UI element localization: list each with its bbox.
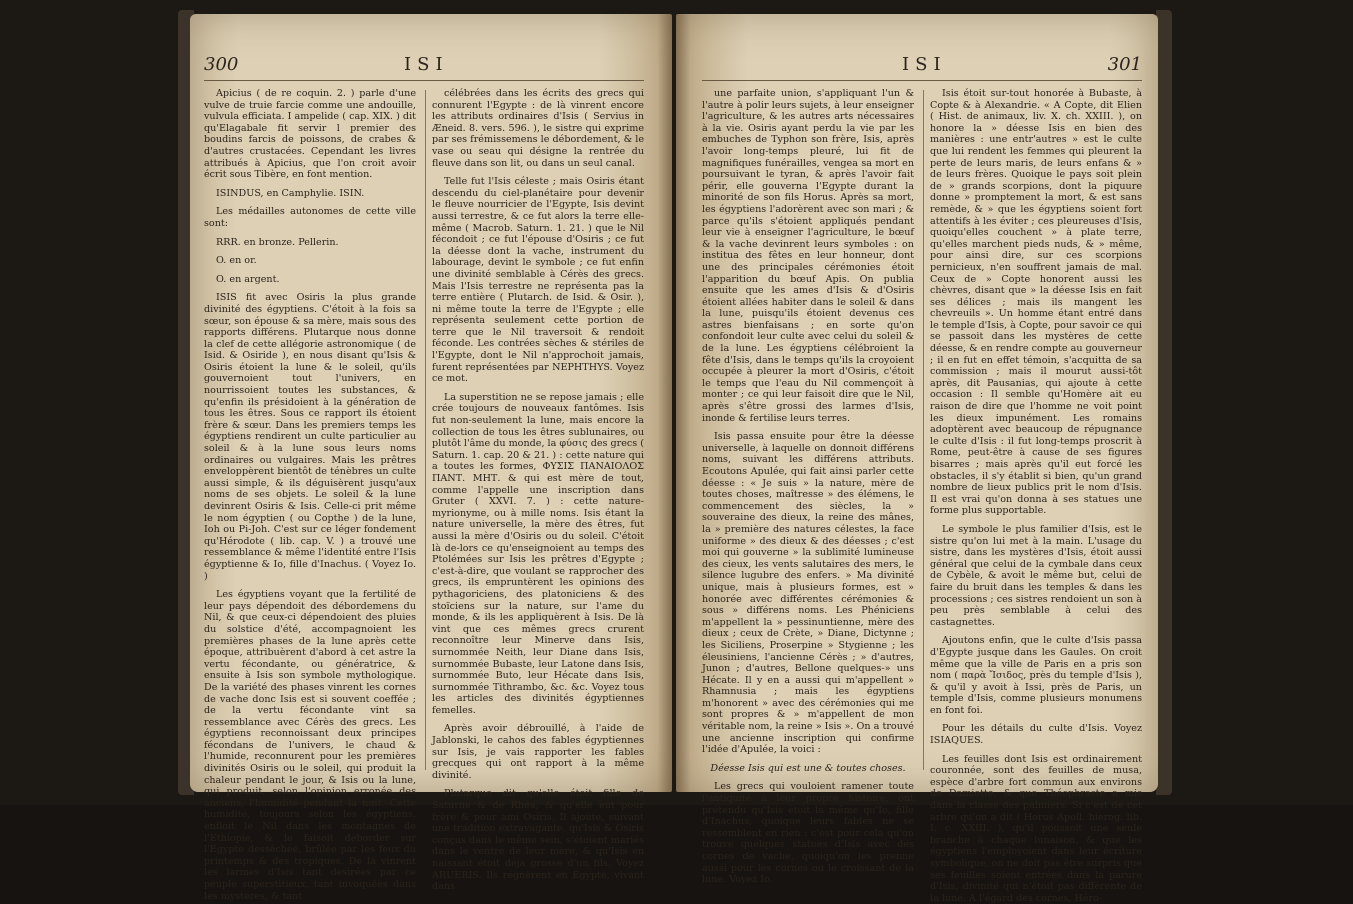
paragraph: Ajoutons enfin, que le culte d'Isis passa d'Egypte jusque dans les Gaules. On croit même que la ville de Paris en a pris son nom ( παρὰ Ἴσιδος, près du temple d'Isis ), & qu'il y avoit à Issi, près de Paris, un temple d'Isis, comme plusieurs monumens en font foi. <box>930 635 1142 716</box>
text-column-2 <box>930 88 1142 904</box>
right-page <box>676 14 1158 904</box>
paragraph: Le symbole le plus familier d'Isis, est le sistre qu'on lui met à la main. L'usage du sistre, dans les mystères d'Isis, étoit aussi général que celui de la cymbale dans ceux de Cybèle, & avoit le même but, celui de faire du bruit dans les temples & dans les processions ; ces sistres rendoient un son à peu près semblable à celui des castagnettes. <box>930 523 1142 628</box>
right-page-header <box>702 54 1142 76</box>
book-edge-right <box>1156 10 1172 795</box>
paragraph: Apicius ( de re coquin. 2. ) parle d'une vulve de truie farcie comme une andouille, vulvula efficiata. I ampelide ( cap. XIX. ) dit qu'Elagabale fit servir l premier des boudins farcis de poissons, de crabes & d'autres crustacées. Cependant les livres attribués à Apicius, que l'on croit avoir écrit sous Tibère, en font mention. <box>204 88 416 181</box>
paragraph: ISIS fit avec Osiris la plus grande divinité des égyptiens. C'étoit à la fois sa sœur, son épouse & sa mère, mais sous des rapports différens. Plutarque nous donne la clef de cette allégorie astronomique ( de Isid. & Osiride ), en nous disant qu'Isis & Osiris étoient la lune & le soleil, qu'ils gouvernoient tout l'univers, en nourrissoient toutes les substances, & qu'enfin ils présidoient à la génération de tous les êtres. Sous ce rapport ils étoient frère & sœur. Dans les premiers temps les égyptiens rendirent un culte particulier au soleil & à la lune sous leurs noms ordinaires ou vulgaires. Mais les prêtres enveloppèrent bientôt de ténèbres un culte aussi simple, & ils déguisèrent jusqu'aux noms de ses objets. Le soleil & la lune devinrent Osiris & Isis. Celle-ci prit même le nom égyptien ( ou Copthe ) de la lune, Ioh ou Pi-Joh. C'est sur ce léger fondement qu'Hérodote ( lib. cap. V. ) a trouvé une ressemblance & même l'identité entre l'Isis égyptienne & Io, fille d'Inachus. ( Voyez Io. ) <box>204 292 416 582</box>
paragraph: Plutarque dit qu'elle étoit fille de Saturne & de Rhéa, & qu'elle eut pour frère & pour ami Osiris. Il ajoute, suivant une tradition extravagante, qu'Isis & Osiris conçus dans le même sein, s'étoient mariés dans le ventre de leur mère, & qu'Isis en naissant étoit déja grosse d'un fils. Voyez ARUERIS. Ils régnèrent en Egypte, vivant dans <box>432 788 644 893</box>
running-head: ISI <box>902 54 947 75</box>
left-page-header <box>204 54 644 76</box>
paragraph: Pour les détails du culte d'Isis. Voyez ISIAQUES. <box>930 723 1142 747</box>
paragraph: Les médailles autonomes de cette ville sont: <box>204 206 416 229</box>
running-head: ISI <box>404 54 449 75</box>
column-divider <box>425 90 426 770</box>
header-rule <box>702 80 1142 81</box>
paragraph: célébrées dans les écrits des grecs qui connurent l'Egypte : de là vinrent encore les attributs ordinaires d'Isis ( Servius in Æneid. 8. vers. 596. ), le sistre qui exprime par ses frémissemens le débordement, & le vase ou seau qui désigne la rentrée du fleuve dans son lit, ou dans un seul canal. <box>432 88 644 169</box>
paragraph: Isis étoit sur-tout honorée à Bubaste, à Copte & à Alexandrie. « A Copte, dit Elien ( Hist. de animaux, liv. X. ch. XXIII. ), on honore la » déesse Isis en bien des manières : une entr'autres » est le culte que lui rendent les femmes qui pleurent la perte de leurs maris, de leurs enfans & » de leurs frères. Quoique le pays soit plein de » grands scorpions, dont la piquure donne » promptement la mort, & est sans remède, & » que les égyptiens soient fort attentifs à les éviter ; ces pleureuses d'Isis, quoiqu'elles couchent » à plate terre, qu'elles marchent pieds nuds, & » même, pour ainsi dire, sur ces scorpions pernicieux, n'en souffrent jamais de mal. Ceux de » Copte honorent aussi les chèvres, disant que » la déesse Isis en fait ses délices ; mais ils mangent les chevreuils ». Un homme étant entré dans le temple d'Isis, à Copte, pour savoir ce qui se passoit dans les mystères de cette déesse, & en rendre compte au gouverneur ; il en fut en effet témoin, s'acquitta de sa commission ; mais il mourut aussi-tôt après, dit Pausanias, qui ajoute à cette occasion : Il semble qu'Homère ait eu raison de dire que l'homme ne voit point les dieux impunément. Les romains adoptèrent avec beaucoup de répugnance le culte d'Isis : il fut long-temps proscrit à Rome, peut-être à cause de ses figures bisarres ; mais après qu'il eut forcé les obstacles, il s'y établit si bien, qu'un grand nombre de lieux publics prit le nom d'Isis. Il est vrai qu'on donna à ses statues une forme plus supportable. <box>930 88 1142 517</box>
paragraph: RRR. en bronze. Pellerin. <box>216 236 339 248</box>
paragraph: O. en argent. <box>216 273 280 285</box>
paragraph: Les feuilles dont Isis est ordinairement couronnée, sont des feuilles de musa, espèce d'arbre fort commun aux environs de Damiette, & que Théophraste a mis dans la classe des palmiers. Si c'est de cet arbre qu'on a dit ( Horus Apoll. hierog. lib. I. c. XXIII. ), qu'il poussoit une seule branche à chaque lunaison, & que les égyptiens l'employoient dans leur écriture symbolique, on ne doit pas être surpris que ses feuilles soient entrées dans la parure d'Isis, divinité qui n'étoit pas différente de la lune. A l'égard des cornes, Héro- <box>930 753 1142 904</box>
paragraph: ISINDUS, en Camphylie. ISIN. <box>216 187 365 199</box>
paragraph: Isis passa ensuite pour être la déesse universelle, à laquelle on donnoit différens noms, suivant les différens attributs. Ecoutons Apulée, qui fait ainsi parler cette déesse : « Je suis » la nature, mère de toutes choses, maîtresse » des élémens, le commencement des siècles, la » souveraine des dieux, la reine des mânes, la » première des natures célestes, la face uniforme » des dieux & des déesses ; c'est moi qui gouverne » la sublimité lumineuse des cieux, les vents salutaires des mers, le silence lugubre des enfers. » Ma divinité unique, mais à plusieurs formes, est » honorée avec différentes cérémonies & sous » différens noms. Les Phéniciens m'appellent la » pessinuntienne, mère des dieux ; ceux de Crète, » Diane, Dictynne ; les Siciliens, Proserpine » Stygienne ; les éleusiniens, l'ancienne Cérès ; » d'autres, Junon ; d'autres, Bellone quelques-» uns Hécate. Il y en a aussi qui m'appellent » Rhamnusia ; mais les égyptiens m'honorent » avec des cérémonies qui me sont propres & » m'appellent de mon véritable nom, la reine » Isis ». On a trouvé une ancienne inscription qui confirme l'idée d'Apulée, la voici : <box>702 431 914 756</box>
paragraph: Les grecs qui vouloient ramener toute l'antiquité à leur propre histoire, ont prétendu qu'Isis étoit la même qu'Io, fille d'Inachus, quoique leurs fables ne se ressemblent en rien : c'est pour cela qu'on trouve quelques statues d'Isis avec des cornes de vache, quoiqu'on les prenne aussi pour les cornes ou le croissant de la lune. Voyez Io. <box>702 781 914 886</box>
paragraph: Après avoir débrouillé, à l'aide de Jablonski, le cahos des fables égyptiennes sur Isis, je vais rapporter les fables grecques qui ont rapport à la même divinité. <box>432 723 644 781</box>
paragraph: Les égyptiens voyant que la fertilité de leur pays dépendoit des débordemens du Nil, & que ceux-ci dépendoient des pluies du solstice d'été, accompagnoient les premières phases de la lune après cette époque, attribuèrent d'abord à cet astre la vertu fécondante, ou génératrice, & ensuite à Isis son symbole mythologique. De la variété des phases vinrent les cornes de vache donc Isis est si souvent coeffée ; de la vertu fécondante vint sa ressemblance avec Cérès des grecs. Les égyptiens reconnoissant deux principes fécondans de l'univers, le chaud & l'humide, reconnurent pour les premières divinités Osiris ou le soleil, qui produit la chaleur pendant le jour, & Isis ou la lune, qui produit, selon l'opinion erronée des anciens, l'humidité pendant la nuit. Cette humidité, toujours selon les égyptiens, enfloit le Nil dans les montagnes de l'Ethiopie, & le faisoit déborder sur l'Egypte desséchée, brûlée par les feux du printemps & des tropiques. De là vinrent les larmes d'Isis tant desirées par ce peuple superstitieux, tant invoquées dans les mystères, & tant <box>204 589 416 902</box>
header-rule <box>204 80 644 81</box>
page-number: 301 <box>1107 54 1142 75</box>
paragraph: une parfaite union, s'appliquant l'un & l'autre à polir leurs sujets, à leur enseigner l'agriculture, & les autres arts nécessaires à la vie. Osiris ayant perdu la vie par les embuches de Typhon son frère, Isis, après l'avoir long-temps pleuré, lui fit de magnifiques funérailles, vengea sa mort en poursuivant le tyran, & après l'avoir fait périr, elle gouverna l'Egypte durant la minorité de son fils Horus. Après sa mort, les égyptiens l'adorèrent avec son mari ; & parce qu'ils s'étoient appliqués pendant leur vie à enseigner l'agriculture, le bœuf & la vache devinrent leurs symboles : on institua des fêtes en leur honneur, dont une des principales cérémonies étoit l'apparition du bœuf Apis. On publia ensuite que les ames d'Isis & d'Osiris étoient allées habiter dans le soleil & dans la lune, puisqu'ils étoient devenus ces astres bienfaisans ; en sorte qu'on confondoit leur culte avec celui du soleil & de la lune. Les égyptiens célébroient la fête d'Isis, dans le temps qu'ils la croyoient occupée à pleurer la mort d'Osiris, c'étoit le temps que l'eau du Nil commençoit à monter ; ce qui leur faisoit dire que le Nil, après s'être grossi des larmes d'Isis, inonde & fertilise leurs terres. <box>702 88 914 424</box>
text-column-2 <box>432 88 644 893</box>
column-divider <box>923 90 924 770</box>
inscription: Déesse Isis qui est une & toutes choses. <box>710 762 906 774</box>
paragraph: O. en or. <box>216 255 257 267</box>
paragraph: La superstition ne se repose jamais ; elle crée toujours de nouveaux fantômes. Isis fut non-seulement la lune, mais encore la collection de tous les êtres sublunaires, ou plutôt l'âme du monde, la φύσις des grecs ( Saturn. 1. cap. 20 & 21. ) : cette nature qui a toutes les formes, ΦΥΣΙΣ ΠΑΝΑΙΟΛΟΣ ΠΑΝΤ. ΜΗΤ. & qui est mère de tout, comme l'appelle une inscription dans Gruter ( XXVI. 7. ) : cette nature-myrionyme, ou à mille noms. Isis étant la nature universelle, la mère des êtres, fut aussi la mère d'Osiris ou du soleil. C'étoit là de-lors ce qu'enseignoient au temps des Ptolémées sur Isis les prêtres d'Egypte ; c'est-à-dire, que voulant se rapprocher des grecs, ils empruntèrent les opinions des pythagoriciens, des platoniciens & des stoïciens sur la nature, sur l'ame du monde, & ils les appliquèrent à Isis. De là vint que ces mêmes grecs crurent reconnoître leur Minerve dans Isis, surnommée Neith, leur Diane dans Isis, surnommée Bubaste, leur Latone dans Isis, surnommée Buto, leur Hécate dans Isis, surnommée Tithrambo, &c. &c. Voyez tous les articles des divinités égyptiennes femelles. <box>432 391 644 716</box>
paragraph: Telle fut l'Isis céleste ; mais Osiris étant descendu du ciel-planétaire pour devenir le fleuve nourricier de l'Egypte, Isis devint aussi terrestre, & ce fut alors la terre elle-même ( Macrob. Saturn. 1. 21. ) que le Nil fécondoit ; ce fut l'épouse d'Osiris ; ce fut la déesse dont la vache, instrument du labourage, devint le symbole ; ce fut enfin une divinité semblable à Cérès des grecs. Mais l'Isis terrestre ne représenta pas la terre entière ( Plutarch. de Isid. & Osir. ), ni même toute la terre de l'Egypte ; elle représenta seulement cette portion de terre que le Nil traversoit & rendoit féconde. Les contrées sèches & stériles de l'Egypte, dont le Nil n'approchoit jamais, furent représentées par NEPHTHYS. Voyez ce mot. <box>432 176 644 385</box>
left-page <box>190 14 672 902</box>
text-column-1 <box>702 88 914 886</box>
text-column-1 <box>204 88 416 902</box>
page-number: 300 <box>204 54 239 75</box>
